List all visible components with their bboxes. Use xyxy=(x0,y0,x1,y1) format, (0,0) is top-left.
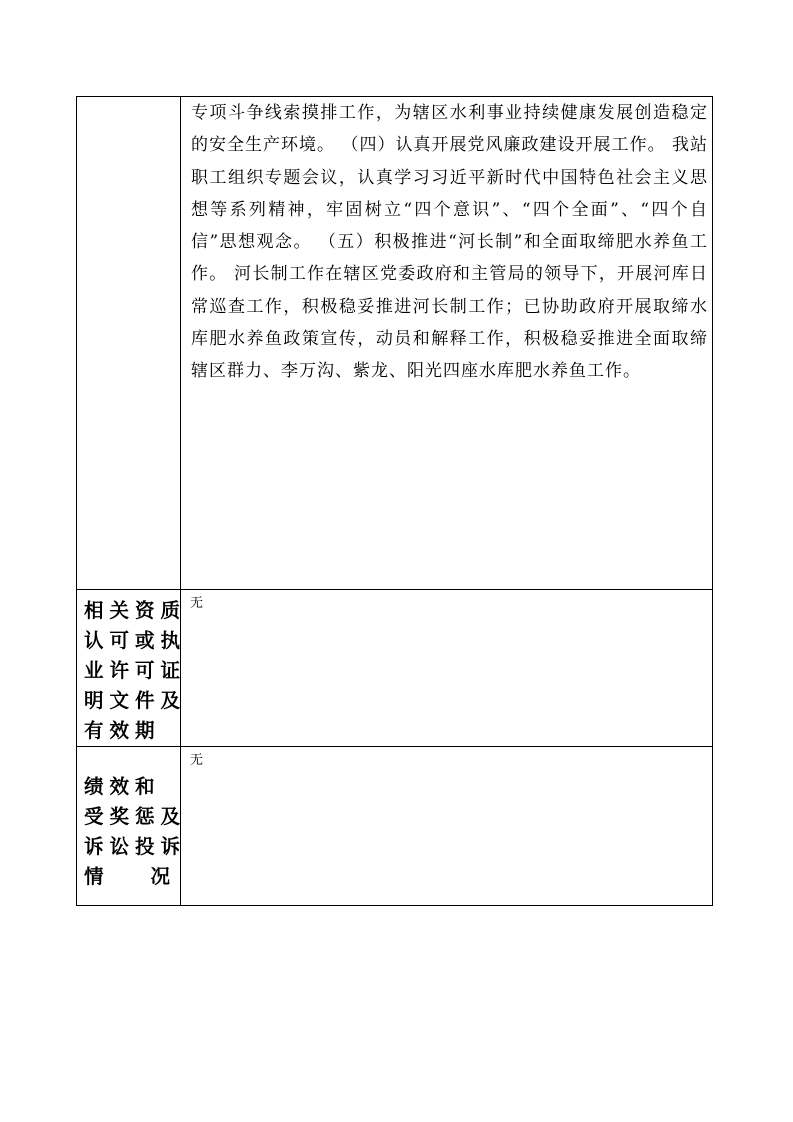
work-summary-paragraph: 专项斗争线索摸排工作，为辖区水利事业持续健康发展创造稳定的安全生产环境。 （四）认真开展党风廉政建设开展工作。 我站职工组织专题会议，认真学习习近平新时代中国特色社会主义思想等系列精神，牢固树立“四个意识”、“四个全面”、“四个自信”思想观念。 （五）积极推进“河长制”和全面取缔肥水养鱼工作。 河长制工作在辖区党委政府和主管局的领导下，开展河库日常巡查工作，积极稳妥推进河长制工作；已协助政府开展取缔水库肥水养鱼政策宣传，动员和解释工作，积极稳妥推进全面取缔辖区群力、李万沟、紫龙、阳光四座水库肥水养鱼工作。 xyxy=(191,103,708,382)
performance-label-cell xyxy=(77,747,187,906)
performance-label-line: 受奖惩及 xyxy=(84,805,187,828)
performance-label xyxy=(77,747,187,892)
qualification-label-line: 明文件及 xyxy=(84,689,187,712)
performance-label-last-line xyxy=(84,862,178,892)
work-summary-row xyxy=(77,97,713,590)
work-summary-text xyxy=(181,97,712,388)
qualification-label-line: 有效期 xyxy=(84,719,161,742)
qualification-label-line: 相关资质 xyxy=(84,599,187,622)
performance-label-char: 情 xyxy=(84,865,104,888)
performance-row xyxy=(77,747,713,906)
qualification-value-cell xyxy=(181,590,713,747)
qualification-label-line: 业许可证 xyxy=(84,659,187,682)
qualification-label-line: 认可或执 xyxy=(84,629,187,652)
performance-value-cell xyxy=(181,747,713,906)
performance-label-line: 诉讼投诉 xyxy=(84,835,187,858)
qualification-label-cell xyxy=(77,590,187,747)
work-summary-content-cell xyxy=(181,97,713,590)
qualification-value: 无 xyxy=(190,596,204,611)
qualification-row xyxy=(77,590,713,747)
performance-value: 无 xyxy=(190,753,204,768)
info-form-table xyxy=(76,96,713,906)
work-summary-label-cell xyxy=(77,97,181,590)
performance-label-char: 况 xyxy=(150,865,170,888)
qualification-label xyxy=(77,590,187,746)
performance-label-line: 绩效和 xyxy=(84,775,161,798)
